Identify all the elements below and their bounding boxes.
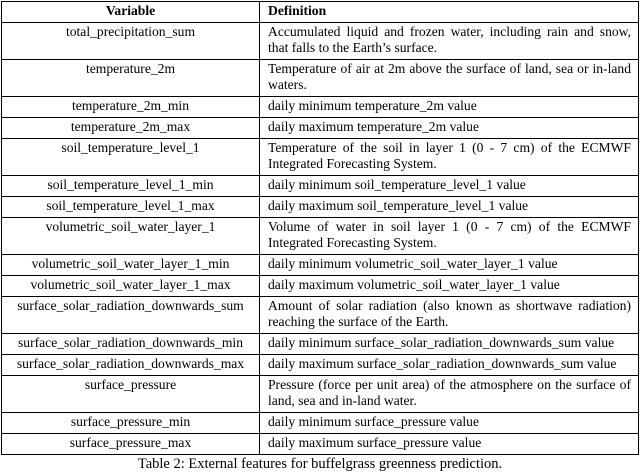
variable-cell: surface_pressure_max	[2, 434, 260, 455]
definition-cell: daily maximum surface_solar_radiation_downwards_sum value	[260, 355, 639, 376]
definition-cell: Pressure (force per unit area) of the atmosphere on the surface of land, sea and in-land water.	[260, 376, 639, 413]
table-row	[2, 376, 639, 413]
variable-cell: surface_pressure_min	[2, 413, 260, 434]
table-row	[2, 355, 639, 376]
variable-cell: temperature_2m_min	[2, 97, 260, 118]
definition-cell: daily minimum soil_temperature_level_1 value	[260, 176, 639, 197]
definition-cell: daily maximum soil_temperature_level_1 value	[260, 197, 639, 218]
table-row	[2, 334, 639, 355]
definition-cell: daily minimum volumetric_soil_water_layer_1 value	[260, 255, 639, 276]
header-variable: Variable	[2, 2, 260, 23]
variable-cell: volumetric_soil_water_layer_1_min	[2, 255, 260, 276]
variable-cell: surface_solar_radiation_downwards_min	[2, 334, 260, 355]
table-row	[2, 23, 639, 60]
table-row	[2, 60, 639, 97]
definition-cell: daily minimum temperature_2m value	[260, 97, 639, 118]
variable-cell: surface_solar_radiation_downwards_max	[2, 355, 260, 376]
definition-cell: daily maximum volumetric_soil_water_layer_1 value	[260, 276, 639, 297]
table-row	[2, 276, 639, 297]
definition-cell: daily minimum surface_pressure value	[260, 413, 639, 434]
variable-cell: soil_temperature_level_1	[2, 139, 260, 176]
variable-cell: surface_solar_radiation_downwards_sum	[2, 297, 260, 334]
table-container	[1, 1, 638, 455]
table-row	[2, 176, 639, 197]
table-row	[2, 197, 639, 218]
table-row	[2, 255, 639, 276]
variable-cell: total_precipitation_sum	[2, 23, 260, 60]
variable-cell: temperature_2m_max	[2, 118, 260, 139]
variable-cell: soil_temperature_level_1_max	[2, 197, 260, 218]
table-row	[2, 413, 639, 434]
definition-cell: daily minimum surface_solar_radiation_downwards_sum value	[260, 334, 639, 355]
table-row	[2, 434, 639, 455]
definition-cell: Temperature of air at 2m above the surface of land, sea or in-land waters.	[260, 60, 639, 97]
variable-cell: volumetric_soil_water_layer_1_max	[2, 276, 260, 297]
table-row	[2, 218, 639, 255]
definition-cell: daily maximum surface_pressure value	[260, 434, 639, 455]
table-row	[2, 118, 639, 139]
header-definition: Definition	[260, 2, 639, 23]
table-header-row	[2, 2, 639, 23]
definition-cell: Accumulated liquid and frozen water, including rain and snow, that falls to the Earth’s surface.	[260, 23, 639, 60]
definition-cell: Volume of water in soil layer 1 (0 - 7 cm) of the ECMWF Integrated Forecasting System.	[260, 218, 639, 255]
definition-cell: Amount of solar radiation (also known as shortwave radiation) reaching the surface of the Earth.	[260, 297, 639, 334]
variable-cell: soil_temperature_level_1_min	[2, 176, 260, 197]
table-row	[2, 97, 639, 118]
definition-cell: daily maximum temperature_2m value	[260, 118, 639, 139]
table-row	[2, 297, 639, 334]
variable-cell: volumetric_soil_water_layer_1	[2, 218, 260, 255]
table-caption: Table 2: External features for buffelgrass greenness prediction.	[137, 456, 503, 472]
variable-cell: temperature_2m	[2, 60, 260, 97]
table-row	[2, 139, 639, 176]
variable-cell: surface_pressure	[2, 376, 260, 413]
external-features-table	[1, 1, 639, 455]
definition-cell: Temperature of the soil in layer 1 (0 - 7 cm) of the ECMWF Integrated Forecasting System.	[260, 139, 639, 176]
